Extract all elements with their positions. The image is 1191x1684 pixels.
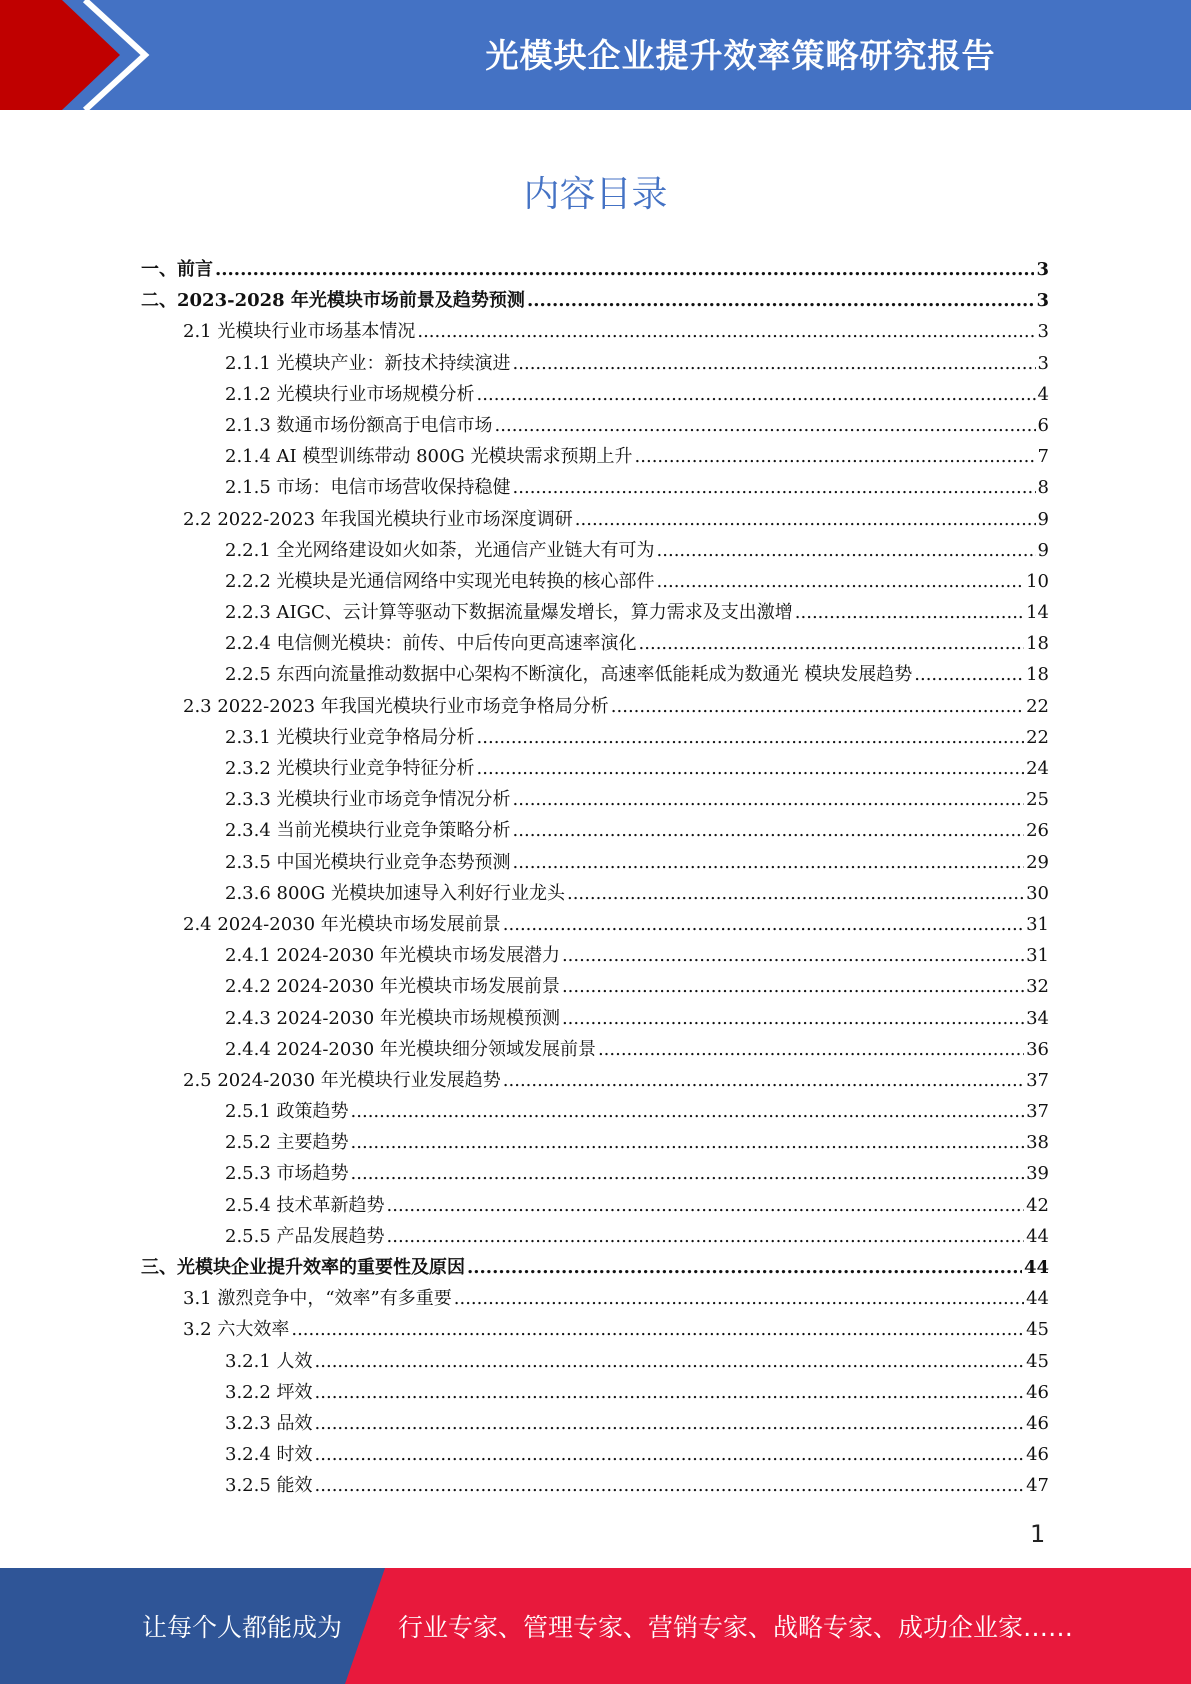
toc-entry-page: 38 [1026, 1132, 1049, 1154]
toc-entry-page: 29 [1026, 851, 1049, 873]
toc-entry-title: 3.2 六大效率 [183, 1319, 290, 1341]
toc-entry-title: 3.2.1 人效 [225, 1350, 313, 1372]
toc-entry-page: 3 [1036, 290, 1049, 312]
toc-entry-page: 3 [1037, 321, 1049, 343]
toc-entry[interactable] [141, 348, 1049, 379]
toc-entry-title: 2.3.3 光模块行业市场竞争情况分析 [225, 789, 511, 811]
dot-leader [598, 1034, 1024, 1065]
toc-entry-title: 3.2.5 能效 [225, 1475, 313, 1497]
dot-leader [351, 1158, 1025, 1189]
toc-entry[interactable] [141, 1408, 1049, 1439]
toc-entry[interactable] [141, 815, 1049, 846]
dot-leader [657, 535, 1036, 566]
dot-leader [639, 628, 1025, 659]
table-of-contents [141, 254, 1049, 1502]
toc-entry[interactable] [141, 316, 1049, 347]
toc-entry[interactable] [141, 1346, 1049, 1377]
toc-entry[interactable] [141, 254, 1049, 285]
toc-entry[interactable] [141, 597, 1049, 628]
toc-heading: 内容目录 [523, 174, 668, 215]
toc-entry-title: 3.2.2 坪效 [225, 1381, 313, 1403]
toc-entry[interactable] [141, 566, 1049, 597]
toc-entry-title: 2.4.1 2024-2030 年光模块市场发展潜力 [225, 945, 560, 967]
toc-entry-title: 2.5.5 产品发展趋势 [225, 1225, 385, 1247]
dot-leader [477, 379, 1036, 410]
toc-entry-page: 6 [1037, 414, 1049, 436]
toc-entry-page: 18 [1026, 633, 1049, 655]
toc-entry-page: 45 [1026, 1350, 1049, 1372]
toc-entry-title: 2.3.5 中国光模块行业竞争态势预测 [225, 851, 511, 873]
footer-slogan-left: 让每个人都能成为 [142, 1613, 343, 1642]
toc-entry-page: 42 [1026, 1194, 1049, 1216]
dot-leader [315, 1346, 1025, 1377]
toc-entry[interactable] [141, 1034, 1049, 1065]
toc-entry[interactable] [141, 535, 1049, 566]
toc-entry[interactable] [141, 878, 1049, 909]
toc-entry[interactable] [141, 691, 1049, 722]
toc-entry-page: 46 [1026, 1444, 1049, 1466]
dot-leader [454, 1283, 1024, 1314]
toc-entry-title: 2.5.1 政策趋势 [225, 1101, 349, 1123]
toc-entry-page: 8 [1037, 477, 1049, 499]
toc-entry-title: 2.3.6 800G 光模块加速导入利好行业龙头 [225, 882, 565, 904]
footer-slogan-right: 行业专家、管理专家、营销专家、战略专家、成功企业家…… [398, 1613, 1074, 1642]
toc-entry[interactable] [141, 940, 1049, 971]
toc-entry[interactable] [141, 472, 1049, 503]
dot-leader [562, 940, 1024, 971]
toc-entry[interactable] [141, 659, 1049, 690]
dot-leader [575, 504, 1036, 535]
dot-leader [351, 1096, 1025, 1127]
toc-entry[interactable] [141, 285, 1049, 316]
dot-leader [657, 566, 1025, 597]
toc-entry-title: 2.3.4 当前光模块行业竞争策略分析 [225, 820, 511, 842]
toc-entry-title: 2.4.4 2024-2030 年光模块细分领域发展前景 [225, 1038, 596, 1060]
toc-entry-page: 44 [1023, 1257, 1049, 1278]
toc-entry[interactable] [141, 1252, 1049, 1283]
toc-entry[interactable] [141, 379, 1049, 410]
toc-entry-title: 2.1.1 光模块产业：新技术持续演进 [225, 352, 511, 374]
toc-entry[interactable] [141, 1283, 1049, 1314]
toc-entry[interactable] [141, 1158, 1049, 1189]
dot-leader [467, 1252, 1022, 1283]
dot-leader [351, 1127, 1025, 1158]
toc-entry[interactable] [141, 1314, 1049, 1345]
toc-entry-title: 2.4.3 2024-2030 年光模块市场规模预测 [225, 1007, 560, 1029]
toc-entry-title: 3.1 激烈竞争中，“效率”有多重要 [183, 1288, 452, 1310]
toc-entry-title: 一、前言 [141, 259, 213, 280]
toc-entry-title: 三、光模块企业提升效率的重要性及原因 [141, 1257, 465, 1278]
toc-entry-title: 2.2.1 全光网络建设如火如荼，光通信产业链大有可为 [225, 539, 655, 561]
toc-entry[interactable] [141, 847, 1049, 878]
toc-entry[interactable] [141, 1003, 1049, 1034]
dot-leader [315, 1408, 1025, 1439]
toc-entry[interactable] [141, 1065, 1049, 1096]
dot-leader [562, 1003, 1024, 1034]
toc-entry-page: 22 [1026, 726, 1049, 748]
toc-entry[interactable] [141, 753, 1049, 784]
toc-entry-page: 30 [1026, 882, 1049, 904]
toc-entry-title: 3.2.4 时效 [225, 1444, 313, 1466]
toc-entry[interactable] [141, 1096, 1049, 1127]
toc-entry-page: 3 [1036, 259, 1049, 280]
toc-entry-title: 2.2.3 AIGC、云计算等驱动下数据流量爆发增长，算力需求及支出激增 [225, 602, 793, 624]
toc-entry-title: 2.2.5 东西向流量推动数据中心架构不断演化，高速率低能耗成为数通光 模块发展趋势 [225, 664, 913, 686]
toc-entry[interactable] [141, 504, 1049, 535]
toc-entry[interactable] [141, 1221, 1049, 1252]
toc-entry-page: 32 [1026, 976, 1049, 998]
dot-leader [513, 847, 1025, 878]
toc-entry[interactable] [141, 784, 1049, 815]
toc-entry-title: 2.5.4 技术革新趋势 [225, 1194, 385, 1216]
toc-entry-title: 2.3.1 光模块行业竞争格局分析 [225, 726, 475, 748]
toc-entry-page: 37 [1026, 1101, 1049, 1123]
toc-entry-page: 7 [1037, 446, 1049, 468]
toc-entry[interactable] [141, 441, 1049, 472]
toc-entry-page: 34 [1026, 1007, 1049, 1029]
dot-leader [527, 285, 1035, 316]
toc-entry-page: 3 [1037, 352, 1049, 374]
dot-leader [513, 348, 1036, 379]
toc-entry-page: 4 [1037, 383, 1049, 405]
dot-leader [495, 410, 1036, 441]
toc-entry-title: 2.1.5 市场：电信市场营收保持稳健 [225, 477, 511, 499]
toc-entry-page: 14 [1026, 602, 1049, 624]
toc-entry[interactable] [141, 628, 1049, 659]
toc-entry[interactable] [141, 971, 1049, 1002]
toc-entry-page: 46 [1026, 1381, 1049, 1403]
dot-leader [513, 472, 1036, 503]
dot-leader [513, 815, 1025, 846]
dot-leader [567, 878, 1024, 909]
toc-entry-page: 31 [1026, 945, 1049, 967]
toc-entry[interactable] [141, 1377, 1049, 1408]
report-title: 光模块企业提升效率策略研究报告 [485, 36, 996, 75]
toc-entry-page: 37 [1026, 1069, 1049, 1091]
toc-entry-title: 2.2 2022-2023 年我国光模块行业市场深度调研 [183, 508, 573, 530]
dot-leader [562, 971, 1024, 1002]
dot-leader [611, 691, 1024, 722]
toc-entry-page: 44 [1026, 1225, 1049, 1247]
dot-leader [503, 1065, 1024, 1096]
toc-entry-page: 36 [1026, 1038, 1049, 1060]
toc-entry-title: 2.1.2 光模块行业市场规模分析 [225, 383, 475, 405]
dot-leader [477, 753, 1025, 784]
dot-leader [417, 316, 1035, 347]
toc-entry-page: 46 [1026, 1412, 1049, 1434]
toc-entry-page: 18 [1026, 664, 1049, 686]
toc-entry[interactable] [141, 909, 1049, 940]
toc-entry-title: 二、2023-2028 年光模块市场前景及趋势预测 [141, 290, 525, 312]
toc-entry-title: 2.5.3 市场趋势 [225, 1163, 349, 1185]
toc-entry-page: 24 [1026, 758, 1049, 779]
toc-entry-page: 44 [1026, 1288, 1049, 1310]
toc-entry[interactable] [141, 1190, 1049, 1221]
dot-leader [635, 441, 1036, 472]
dot-leader [387, 1221, 1025, 1252]
dot-leader [914, 659, 1024, 690]
dot-leader [387, 1190, 1025, 1221]
toc-entry-title: 2.4 2024-2030 年光模块市场发展前景 [183, 913, 501, 935]
page-number: 1 [1030, 1520, 1046, 1548]
toc-entry-page: 9 [1037, 508, 1049, 530]
toc-entry-title: 2.2.4 电信侧光模块：前传、中后传向更高速率演化 [225, 633, 637, 655]
toc-entry-title: 2.5 2024-2030 年光模块行业发展趋势 [183, 1069, 501, 1091]
toc-entry-page: 10 [1026, 570, 1049, 592]
toc-entry-page: 31 [1026, 913, 1049, 935]
toc-entry-title: 2.3 2022-2023 年我国光模块行业市场竞争格局分析 [183, 695, 609, 717]
toc-entry[interactable] [141, 410, 1049, 441]
page-header [0, 0, 1191, 110]
dot-leader [291, 1314, 1024, 1345]
toc-entry[interactable] [141, 1439, 1049, 1470]
toc-entry-page: 9 [1037, 539, 1049, 561]
dot-leader [215, 254, 1034, 285]
dot-leader [315, 1470, 1025, 1501]
toc-entry-page: 26 [1026, 820, 1049, 842]
toc-entry[interactable] [141, 1470, 1049, 1501]
toc-entry-title: 2.1 光模块行业市场基本情况 [183, 321, 416, 343]
toc-entry-page: 47 [1026, 1475, 1049, 1497]
toc-entry-title: 2.2.2 光模块是光通信网络中实现光电转换的核心部件 [225, 570, 655, 592]
dot-leader [477, 722, 1025, 753]
toc-entry[interactable] [141, 722, 1049, 753]
toc-entry-page: 25 [1026, 789, 1049, 811]
toc-entry-title: 2.3.2 光模块行业竞争特征分析 [225, 758, 475, 779]
toc-entry-page: 45 [1026, 1319, 1049, 1341]
toc-entry-title: 2.1.3 数通市场份额高于电信市场 [225, 414, 493, 436]
dot-leader [503, 909, 1024, 940]
toc-entry-page: 22 [1026, 695, 1049, 717]
toc-entry-page: 39 [1026, 1163, 1049, 1185]
toc-entry[interactable] [141, 1127, 1049, 1158]
page-footer [0, 1568, 1191, 1684]
toc-entry-title: 2.1.4 AI 模型训练带动 800G 光模块需求预期上升 [225, 446, 633, 468]
dot-leader [513, 784, 1025, 815]
toc-entry-title: 2.4.2 2024-2030 年光模块市场发展前景 [225, 976, 560, 998]
toc-entry-title: 3.2.3 品效 [225, 1412, 313, 1434]
dot-leader [795, 597, 1024, 628]
toc-entry-title: 2.5.2 主要趋势 [225, 1132, 349, 1154]
dot-leader [315, 1377, 1025, 1408]
dot-leader [315, 1439, 1025, 1470]
